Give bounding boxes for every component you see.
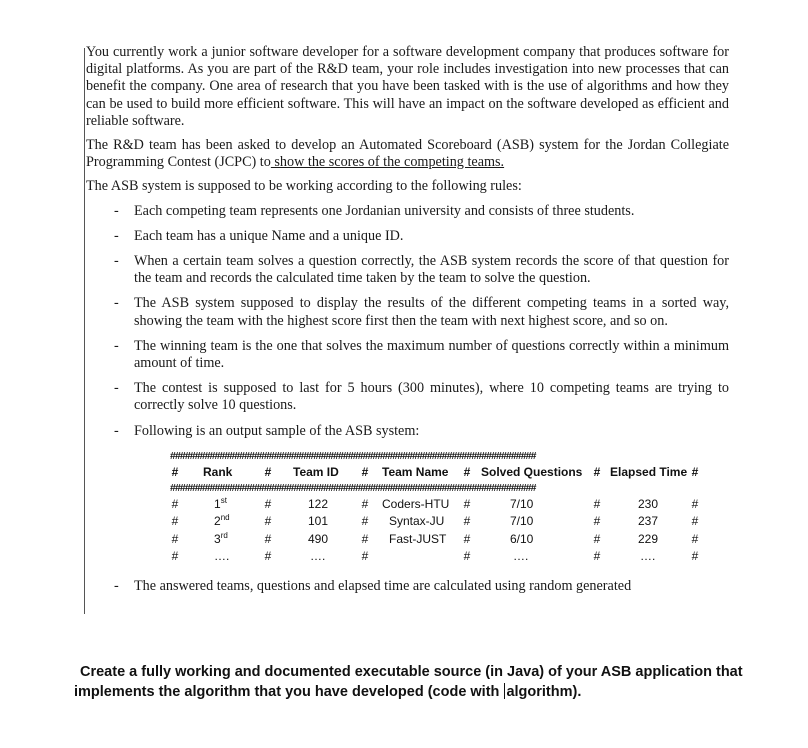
hash-separator: # [463, 531, 471, 546]
table-row [170, 512, 700, 530]
bullet-dash: - [114, 337, 119, 354]
hash-separator: # [463, 496, 471, 511]
hash-separator: # [171, 549, 179, 563]
bullet-dash: - [114, 227, 119, 244]
bullet-dash: - [114, 578, 119, 594]
hash-separator: # [264, 531, 272, 546]
table-row [170, 530, 700, 548]
hash-separator: # [691, 514, 699, 528]
cell-rank [214, 514, 230, 528]
cell-solved: 7/10 [510, 496, 534, 511]
cell-rank [214, 532, 228, 546]
bullet-dash: - [114, 202, 119, 219]
cell-ellipsis: …. [640, 549, 656, 563]
header-team-id: Team ID [293, 465, 339, 479]
table-row [170, 547, 700, 565]
rank-number: 2 [214, 514, 221, 528]
list-item [84, 338, 729, 372]
task-line-1: Create a fully working and documented executable source (in Java) of your ASB application that [80, 664, 743, 680]
rank-suffix: rd [220, 530, 228, 540]
hash-separator: # [593, 496, 601, 511]
list-item [84, 578, 729, 595]
hash-separator: # [361, 496, 369, 511]
cell-team-id: 122 [308, 496, 329, 511]
hash-separator: # [361, 549, 369, 563]
header-solved-questions: Solved Questions [481, 465, 583, 479]
cell-rank [214, 497, 227, 511]
hash-separator: # [463, 465, 471, 479]
rank-suffix: st [220, 495, 227, 505]
last-bullet-container [84, 578, 729, 603]
list-item-text: The contest is supposed to last for 5 hours (300 minutes), where 10 competing teams are trying to correctly solve 10 questions. [134, 380, 729, 414]
bullet-dash: - [114, 380, 119, 397]
hash-separator: # [593, 549, 601, 563]
table-header-row [170, 463, 700, 481]
bullet-dash: - [114, 253, 119, 270]
rules-list-continued [84, 578, 729, 595]
cell-team-id: 101 [308, 514, 329, 528]
cell-solved: 6/10 [510, 531, 534, 546]
asb-intro-underlined: show the scores of the competing teams. [270, 154, 505, 171]
list-item-text: The winning team is the one that solves the maximum number of questions correctly within a minimum amount of time. [134, 337, 729, 372]
list-item [84, 203, 729, 220]
cell-elapsed: 229 [638, 531, 659, 546]
document-body [84, 44, 729, 448]
list-item [84, 295, 729, 329]
cell-elapsed: 237 [638, 514, 659, 528]
list-item-text: Each team has a unique Name and a unique ID. [134, 227, 404, 244]
cell-solved: 7/10 [510, 514, 534, 528]
task-instruction [74, 662, 754, 702]
bullet-dash: - [114, 295, 119, 312]
hash-separator: # [463, 514, 471, 528]
rank-number: 1 [214, 496, 221, 511]
asb-output-sample [170, 449, 700, 565]
hash-separator: # [264, 496, 272, 511]
asb-intro-paragraph [86, 137, 729, 171]
cell-team-id: 490 [308, 531, 329, 546]
rules-list [84, 203, 729, 440]
cell-team-name: Syntax-JU [389, 514, 445, 528]
header-team-name: Team Name [382, 465, 449, 479]
hash-separator: # [171, 514, 179, 528]
hash-separator: # [593, 465, 601, 479]
cell-ellipsis: …. [214, 549, 230, 563]
hash-separator: # [463, 549, 471, 563]
hash-separator: # [171, 531, 179, 546]
intro-paragraph: You currently work a junior software developer for a software development company that produces software for digital platforms. As you are part of the R&D team, your role includes investigation into new processes that can benefit the company. One area of research that you have been tasked with is the use of algorithms and how they can be used to build more efficient software. This will have an impact on the software developed as efficient and reliable software. [86, 44, 729, 129]
header-elapsed-time: Elapsed Time [610, 465, 688, 479]
hash-separator: # [264, 514, 272, 528]
list-item-text: Each competing team represents one Jordanian university and consists of three students. [134, 202, 635, 219]
hash-separator: # [691, 465, 699, 479]
table-border-mid: ########################################################################## [170, 481, 536, 494]
task-line-2 [74, 682, 754, 702]
hash-separator: # [691, 531, 699, 546]
list-item [84, 423, 729, 440]
hash-separator: # [171, 465, 179, 479]
header-rank: Rank [203, 465, 233, 479]
hash-separator: # [361, 514, 369, 528]
list-item [84, 228, 729, 245]
cell-team-name: Fast-JUST [389, 531, 447, 546]
cell-team-name: Coders-HTU [382, 496, 450, 511]
list-item [84, 253, 729, 287]
table-border-top: ########################################################################## [170, 450, 536, 462]
list-item-text: Following is an output sample of the ASB system: [134, 422, 420, 439]
rules-intro: The ASB system is supposed to be working according to the following rules: [86, 178, 522, 195]
asb-intro-text: The R&D team has been asked to develop an Automated Scoreboard (ASB) system for the Jordan Collegiate Programming Contest (JCPC) to [86, 137, 729, 171]
cell-ellipsis: …. [310, 549, 326, 563]
list-item-text: The answered teams, questions and elapsed time are calculated using random generated [134, 578, 632, 594]
hash-separator: # [593, 531, 601, 546]
task-line-2-text: implements the algorithm that you have developed (code with [74, 684, 504, 700]
hash-separator: # [361, 531, 369, 546]
rank-suffix: nd [220, 513, 230, 522]
hash-separator: # [171, 496, 179, 511]
cell-ellipsis: …. [513, 549, 529, 563]
task-line-2-end: algorithm). [506, 684, 582, 700]
rank-number: 3 [214, 531, 221, 546]
hash-separator: # [691, 496, 699, 511]
hash-separator: # [264, 549, 272, 563]
list-item-text: The ASB system supposed to display the results of the different competing teams in a sorted way, showing the team with the highest score first then the team with next highest score, and so on. [134, 295, 729, 329]
bullet-dash: - [114, 422, 119, 439]
hash-separator: # [593, 514, 601, 528]
cell-elapsed: 230 [638, 496, 659, 511]
hash-separator: # [264, 465, 272, 479]
list-item [84, 380, 729, 414]
table-row [170, 495, 700, 513]
hash-separator: # [361, 465, 369, 479]
hash-separator: # [691, 549, 699, 563]
list-item-text: When a certain team solves a question correctly, the ASB system records the score of that question for the team and records the calculated time taken by the team to solve the question. [134, 253, 729, 287]
